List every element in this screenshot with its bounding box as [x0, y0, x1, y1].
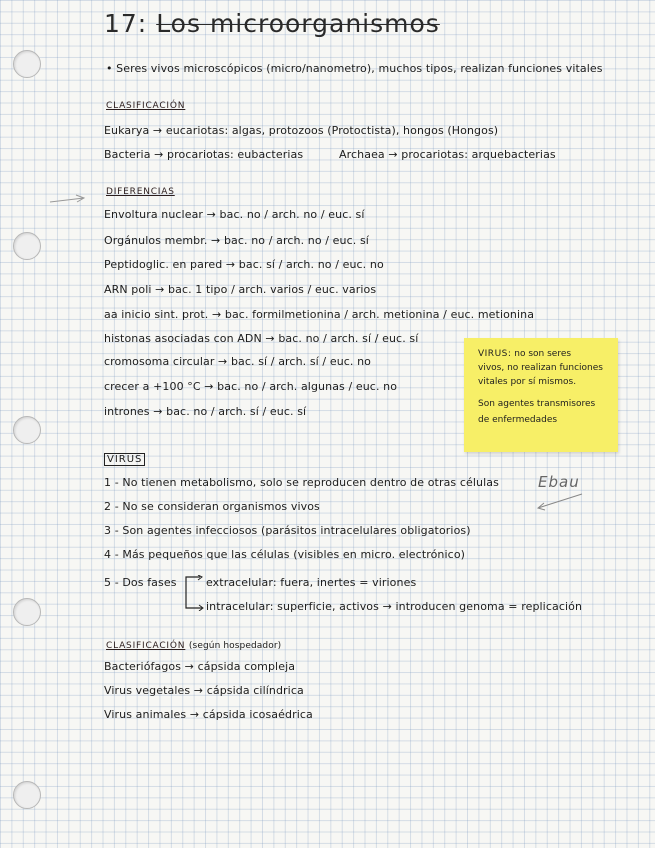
text-line: histonas asociadas con ADN → bac. no / arch. sí / euc. sí: [104, 332, 419, 345]
text-line: 1 - No tienen metabolismo, solo se reproducen dentro de otras células: [104, 476, 499, 489]
sticky-line: no son seres: [514, 349, 572, 359]
sticky-line: de enfermedades: [478, 415, 558, 425]
text-line: Virus animales → cápsida icosaédrica: [104, 708, 313, 721]
binder-hole: [13, 232, 41, 260]
heading-clasificacion: CLASIFICACIÓN: [106, 101, 186, 111]
text-line: cromosoma circular → bac. sí / arch. sí / euc. no: [104, 355, 372, 368]
text-line: Bacteriófagos → cápsida compleja: [104, 660, 296, 673]
title-number: 17:: [104, 9, 148, 38]
binder-hole: [13, 781, 41, 809]
text-line: 3 - Son agentes infecciosos (parásitos intracelulares obligatorios): [104, 524, 471, 537]
margin-arrow-mark: [530, 473, 600, 512]
text-line: extracelular: fuera, inertes = viriones: [206, 576, 417, 589]
binder-hole: [13, 598, 41, 626]
sticky-label: VIRUS:: [478, 349, 512, 359]
text-line: ARN poli → bac. 1 tipo / arch. varios / euc. varios: [104, 283, 377, 296]
text-line: 5 - Dos fases: [104, 576, 177, 589]
title-text: Los microorganismos: [156, 9, 440, 38]
text-line: crecer a +100 °C → bac. no / arch. algunas / euc. no: [104, 380, 398, 393]
text-line: 4 - Más pequeños que las células (visibles en micro. electrónico): [104, 548, 466, 561]
text-line: Envoltura nuclear → bac. no / arch. no / euc. sí: [104, 208, 365, 221]
bracket-mark: [180, 575, 204, 611]
sticky-line: vivos, no realizan funciones: [478, 363, 603, 373]
margin-arrow-mark: [48, 193, 86, 207]
text-line: Peptidoglic. en pared → bac. sí / arch. no / euc. no: [104, 258, 384, 271]
binder-hole: [13, 416, 41, 444]
page-title: [104, 10, 440, 38]
text-line: intracelular: superficie, activos → introducen genoma = replicación: [206, 600, 583, 613]
text-line: aa inicio sint. prot. → bac. formilmetionina / arch. metionina / euc. metionina: [104, 308, 535, 321]
heading-clasificacion-virus: CLASIFICACIÓN: [106, 641, 186, 651]
sticky-line: vitales por sí mismos.: [478, 377, 577, 387]
sticky-line: Son agentes transmisores: [478, 399, 596, 409]
text-line: Virus vegetales → cápsida cilíndrica: [104, 684, 304, 697]
text-line: 2 - No se consideran organismos vivos: [104, 500, 320, 513]
text-line: Eukarya → eucariotas: algas, protozoos (Protoctista), hongos (Hongos): [104, 124, 499, 137]
text-line: intrones → bac. no / arch. sí / euc. sí: [104, 405, 307, 418]
text-line: Orgánulos membr. → bac. no / arch. no / euc. sí: [104, 234, 369, 247]
intro-line: • Seres vivos microscópicos (micro/nanometro), muchos tipos, realizan funciones vitales: [106, 62, 603, 75]
sticky-note: [464, 338, 618, 452]
heading-diferencias: DIFERENCIAS: [106, 187, 175, 197]
text-line: Archaea → procariotas: arquebacterias: [339, 148, 556, 161]
heading-virus: VIRUS: [104, 453, 145, 466]
heading-note: (según hospedador): [188, 641, 282, 651]
margin-note: Ebau: [538, 473, 580, 491]
text-line: Bacteria → procariotas: eubacterias: [104, 148, 304, 161]
binder-hole: [13, 50, 41, 78]
